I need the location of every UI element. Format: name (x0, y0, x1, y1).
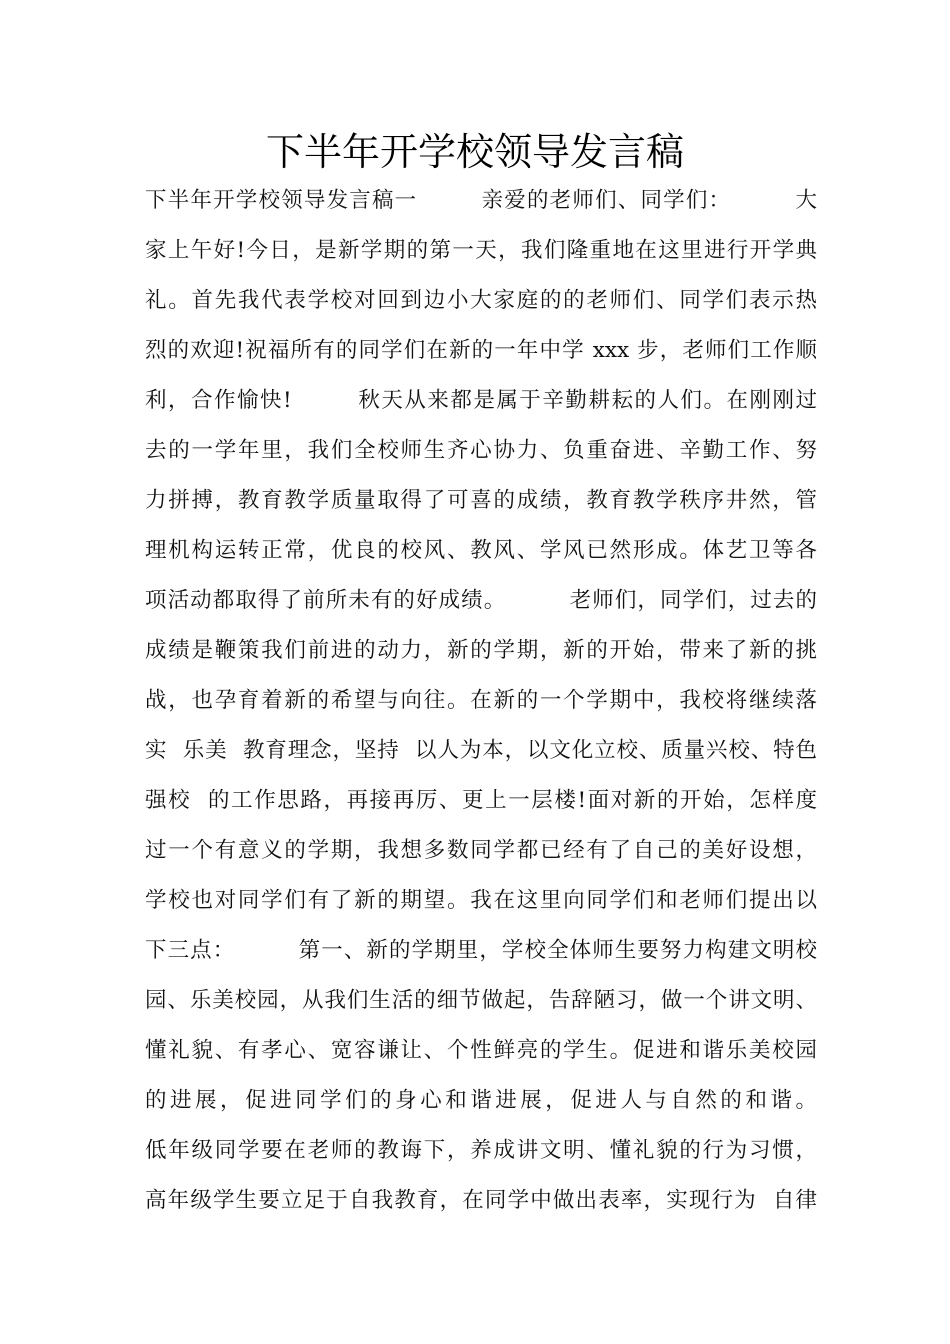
body-line-3: 礼。首先我代表学校对回到边小大家庭的的老师们、同学们表示热 (145, 288, 817, 313)
body-line-20: 低年级同学要在老师的教诲下，养成讲文明、懂礼貌的行为习惯， (145, 1138, 817, 1163)
body-line-6: 去的一学年里，我们全校师生齐心协力、负重奋进、辛勤工作、努 (145, 438, 817, 463)
body-line-12: 实 乐美 教育理念，坚持 以人为本，以文化立校、质量兴校、特色 (145, 738, 817, 763)
body-line-4: 烈的欢迎!祝福所有的同学们在新的一年中学 xxx 步，老师们工作顺 (145, 338, 817, 363)
document-title: 下半年开学校领导发言稿 (265, 130, 684, 174)
body-line-13: 强校 的工作思路，再接再厉、更上一层楼!面对新的开始，怎样度 (145, 788, 817, 813)
body-line-8: 理机构运转正常，优良的校风、教风、学风已然形成。体艺卫等各 (145, 538, 817, 563)
body-line-15: 学校也对同学们有了新的期望。我在这里向同学们和老师们提出以 (145, 888, 817, 913)
body-line-10: 成绩是鞭策我们前进的动力，新的学期，新的开始，带来了新的挑 (145, 638, 817, 663)
body-line-2: 家上午好!今日，是新学期的第一天，我们隆重地在这里进行开学典 (145, 238, 817, 263)
body-line-17: 园、乐美校园，从我们生活的细节做起，告辞陋习，做一个讲文明、 (145, 988, 817, 1013)
document-body (145, 176, 817, 1226)
body-line-16: 下三点： 第一、新的学期里，学校全体师生要努力构建文明校 (145, 938, 817, 963)
body-line-21: 高年级学生要立足于自我教育，在同学中做出表率，实现行为 自律 (145, 1188, 817, 1213)
body-line-11: 战，也孕育着新的希望与向往。在新的一个学期中，我校将继续落 (145, 688, 817, 713)
body-line-18: 懂礼貌、有孝心、宽容谦让、个性鲜亮的学生。促进和谐乐美校园 (145, 1038, 817, 1063)
body-line-19: 的进展，促进同学们的身心和谐进展，促进人与自然的和谐。 (145, 1088, 817, 1113)
body-line-1: 下半年开学校领导发言稿一 亲爱的老师们、同学们： 大 (145, 188, 817, 213)
body-line-5: 利，合作愉快! 秋天从来都是属于辛勤耕耘的人们。在刚刚过 (145, 388, 817, 413)
body-line-7: 力拼搏，教育教学质量取得了可喜的成绩，教育教学秩序井然，管 (145, 488, 817, 513)
body-line-9: 项活动都取得了前所未有的好成绩。 老师们，同学们，过去的 (145, 588, 817, 613)
body-line-14: 过一个有意义的学期，我想多数同学都已经有了自己的美好设想， (145, 838, 817, 863)
